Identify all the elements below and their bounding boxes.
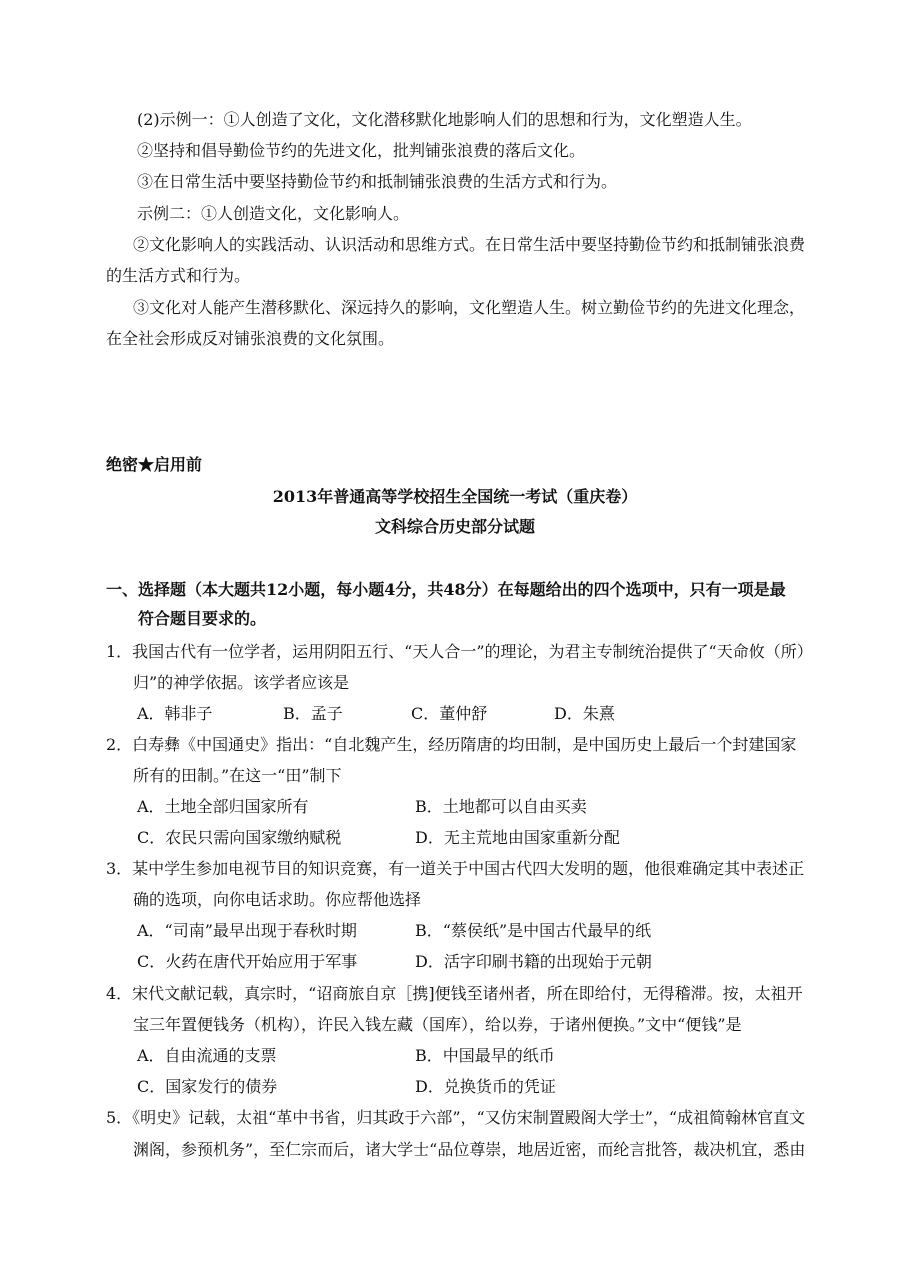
q1-option-c: C．董仲舒: [411, 704, 488, 723]
q4-option-a: A．自由流通的支票: [137, 1046, 277, 1065]
q4-stem-line-2: 宝三年置便钱务（机构），许民入钱左藏（国库），给以券，于诸州便换。”文中“便钱”是: [133, 1015, 742, 1034]
q2-stem-line-1: 2．白寿彝《中国通史》指出：“自北魏产生，经历隋唐的均田制，是中国历史上最后一个封建国家: [106, 735, 797, 754]
q1-option-a: A．韩非子: [137, 704, 213, 723]
q2-option-b: B．土地都可以自由买卖: [415, 797, 587, 816]
answer-line-6a: ③文化对人能产生潜移默化、深远持久的影响，文化塑造人生。树立勤俭节约的先进文化理念，: [133, 298, 806, 317]
q2-option-d: D．无主荒地由国家重新分配: [415, 828, 620, 847]
q4-stem-line-1: 4．宋代文献记载，真宗时，“诏商旅自京［携]便钱至诸州者，所在即给付，无得稽滞。按，太祖开: [106, 984, 803, 1003]
q3-stem-line-1: 3．某中学生参加电视节目的知识竞赛，有一道关于中国古代四大发明的题，他很难确定其中表述正: [106, 859, 805, 878]
exam-title: 2013年普通高等学校招生全国统一考试（重庆卷）: [272, 487, 638, 506]
q3-option-a: A．“司南”最早出现于春秋时期: [137, 921, 357, 940]
q4-option-c: C．国家发行的债券: [137, 1077, 278, 1096]
secret-label: 绝密★启用前: [106, 455, 203, 474]
q3-option-d: D．活字印刷书籍的出现始于元朝: [415, 952, 652, 971]
answer-line-4: 示例二：①人创造文化，文化影响人。: [137, 204, 410, 223]
q2-option-c: C．农民只需向国家缴纳赋税: [137, 828, 342, 847]
q2-option-a: A．土地全部归国家所有: [137, 797, 309, 816]
q1-option-d: D．朱熹: [554, 704, 615, 723]
q4-option-d: D．兑换货币的凭证: [415, 1077, 556, 1096]
answer-line-5a: ②文化影响人的实践活动、认识活动和思维方式。在日常生活中要坚持勤俭节约和抵制铺张浪费: [133, 235, 806, 254]
q3-option-b: B．“蔡侯纸”是中国古代最早的纸: [415, 921, 652, 940]
answer-line-3: ③在日常生活中要坚持勤俭节约和抵制铺张浪费的生活方式和行为。: [137, 172, 618, 191]
answer-line-2: ②坚持和倡导勤俭节约的先进文化，批判铺张浪费的落后文化。: [137, 141, 586, 160]
q1-stem-line-1: 1．我国古代有一位学者，运用阴阳五行、“天人合一”的理论，为君主专制统治提供了“天命攸（所）: [106, 642, 813, 661]
section-heading-line-2: 符合题目要求的。: [138, 609, 267, 628]
q2-stem-line-2: 所有的田制。”在这一“田”制下: [133, 766, 342, 785]
answer-line-6b: 在全社会形成反对铺张浪费的文化氛围。: [106, 329, 395, 348]
q3-stem-line-2: 确的选项，向你电话求助。你应帮他选择: [133, 890, 422, 909]
exam-subtitle: 文科综合历史部分试题: [374, 517, 535, 536]
answer-line-1: (2)示例一：①人创造了文化，文化潜移默化地影响人们的思想和行为，文化塑造人生。: [137, 110, 752, 129]
q1-option-b: B．孟子: [283, 704, 343, 723]
q3-option-c: C．火药在唐代开始应用于军事: [137, 952, 358, 971]
q5-stem-line-1: 5．《明史》记载，太祖“革中书省，归其政于六部”，“又仿宋制置殿阁大学士”，“成祖简翰林官直文: [106, 1108, 806, 1127]
q1-stem-line-2: 归”的神学依据。该学者应该是: [133, 673, 350, 692]
q5-stem-line-2: 渊阁，参预机务”，至仁宗而后，诸大学士“品位尊崇，地居近密，而纶言批答，裁决机宜，悉由: [133, 1140, 806, 1159]
q4-option-b: B．中国最早的纸币: [415, 1046, 555, 1065]
section-heading-line-1: 一、选择题（本大题共12小题，每小题4分，共48分）在每题给出的四个选项中，只有一项是最: [106, 580, 786, 599]
answer-line-5b: 的生活方式和行为。: [106, 266, 251, 285]
